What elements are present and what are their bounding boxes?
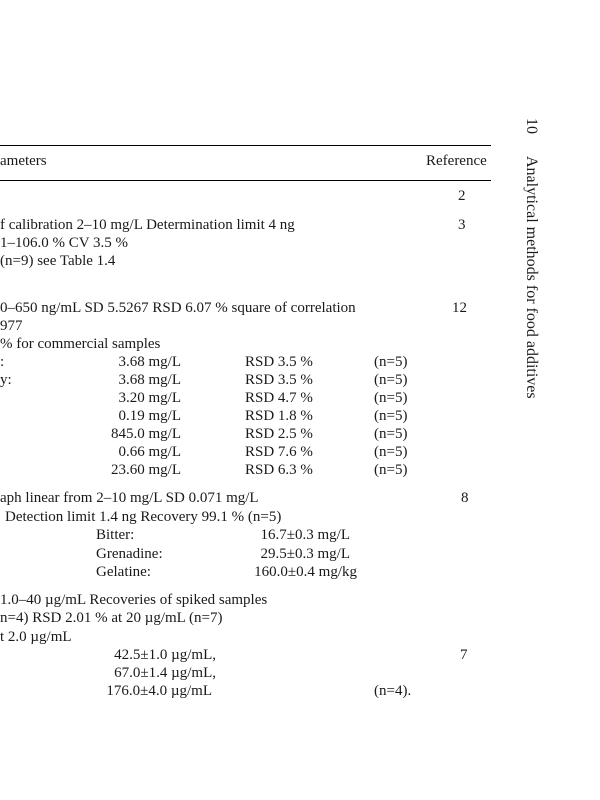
sub-row-rsd: RSD 7.6 % bbox=[245, 444, 313, 460]
sub-row-value: 845.0 mg/L bbox=[111, 426, 181, 442]
sub-row-value: 16.7±0.3 mg/L bbox=[260, 527, 350, 543]
sub-row-n: (n=5) bbox=[374, 408, 408, 424]
row-line: Detection limit 1.4 ng Recovery 99.1 % (n=5) bbox=[5, 509, 282, 525]
sub-row-value: 0.66 mg/L bbox=[118, 444, 181, 460]
sub-row-value: 3.20 mg/L bbox=[118, 390, 181, 406]
sub-row-value: 3.68 mg/L bbox=[118, 354, 181, 370]
sub-row-label: Grenadine: bbox=[96, 546, 163, 562]
page-number: 10 bbox=[523, 118, 540, 134]
sub-row-rsd: RSD 4.7 % bbox=[245, 390, 313, 406]
sub-row-value: 0.19 mg/L bbox=[118, 408, 181, 424]
sub-row-value: 160.0±0.4 mg/kg bbox=[254, 564, 357, 580]
sub-row-value: 42.5±1.0 µg/mL, bbox=[114, 647, 216, 663]
row-reference: 8 bbox=[461, 490, 469, 506]
row-line: aph linear from 2–10 mg/L SD 0.071 mg/L bbox=[0, 490, 259, 506]
row-line: 1–106.0 % CV 3.5 % bbox=[0, 235, 129, 251]
header-reference: Reference bbox=[426, 153, 487, 169]
sub-row-n: (n=5) bbox=[374, 426, 408, 442]
sub-row-label: : bbox=[0, 354, 5, 370]
row-line: t 2.0 µg/mL bbox=[0, 629, 72, 645]
sub-row-label: y: bbox=[0, 372, 12, 388]
sub-row-rsd: RSD 3.5 % bbox=[245, 354, 313, 370]
table-header-rule bbox=[0, 180, 491, 181]
row-reference: 2 bbox=[458, 188, 466, 204]
sub-row-value: 23.60 mg/L bbox=[111, 462, 181, 478]
row-reference: 12 bbox=[452, 300, 467, 316]
sub-row-value: 3.68 mg/L bbox=[118, 372, 181, 388]
sub-row-value: 176.0±4.0 µg/mL bbox=[106, 683, 212, 699]
row-line: % for commercial samples bbox=[0, 336, 161, 352]
row-line: 0–650 ng/mL SD 5.5267 RSD 6.07 % square of correlation bbox=[0, 300, 356, 316]
sub-row-rsd: RSD 2.5 % bbox=[245, 426, 313, 442]
sub-row-n: (n=4). bbox=[374, 683, 412, 699]
running-head bbox=[522, 118, 540, 399]
row-line: f calibration 2–10 mg/L Determination limit 4 ng bbox=[0, 217, 295, 233]
row-line: (n=9) see Table 1.4 bbox=[0, 253, 116, 269]
row-line: n=4) RSD 2.01 % at 20 µg/mL (n=7) bbox=[0, 610, 223, 626]
row-line: 1.0–40 µg/mL Recoveries of spiked samples bbox=[0, 592, 268, 608]
chapter-title: Analytical methods for food additives bbox=[523, 156, 540, 399]
sub-row-rsd: RSD 1.8 % bbox=[245, 408, 313, 424]
sub-row-n: (n=5) bbox=[374, 390, 408, 406]
sub-row-n: (n=5) bbox=[374, 354, 408, 370]
sub-row-rsd: RSD 3.5 % bbox=[245, 372, 313, 388]
sub-row-label: Bitter: bbox=[96, 527, 135, 543]
header-parameters: ameters bbox=[0, 153, 47, 169]
sub-row-label: Gelatine: bbox=[96, 564, 151, 580]
row-reference: 7 bbox=[460, 647, 468, 663]
sub-row-value: 29.5±0.3 mg/L bbox=[260, 546, 350, 562]
sub-row-n: (n=5) bbox=[374, 462, 408, 478]
sub-row-n: (n=5) bbox=[374, 372, 408, 388]
row-reference: 3 bbox=[458, 217, 466, 233]
table-top-rule bbox=[0, 145, 491, 146]
sub-row-n: (n=5) bbox=[374, 444, 408, 460]
sub-row-value: 67.0±1.4 µg/mL, bbox=[114, 665, 216, 681]
sub-row-rsd: RSD 6.3 % bbox=[245, 462, 313, 478]
row-line: 977 bbox=[0, 318, 23, 334]
